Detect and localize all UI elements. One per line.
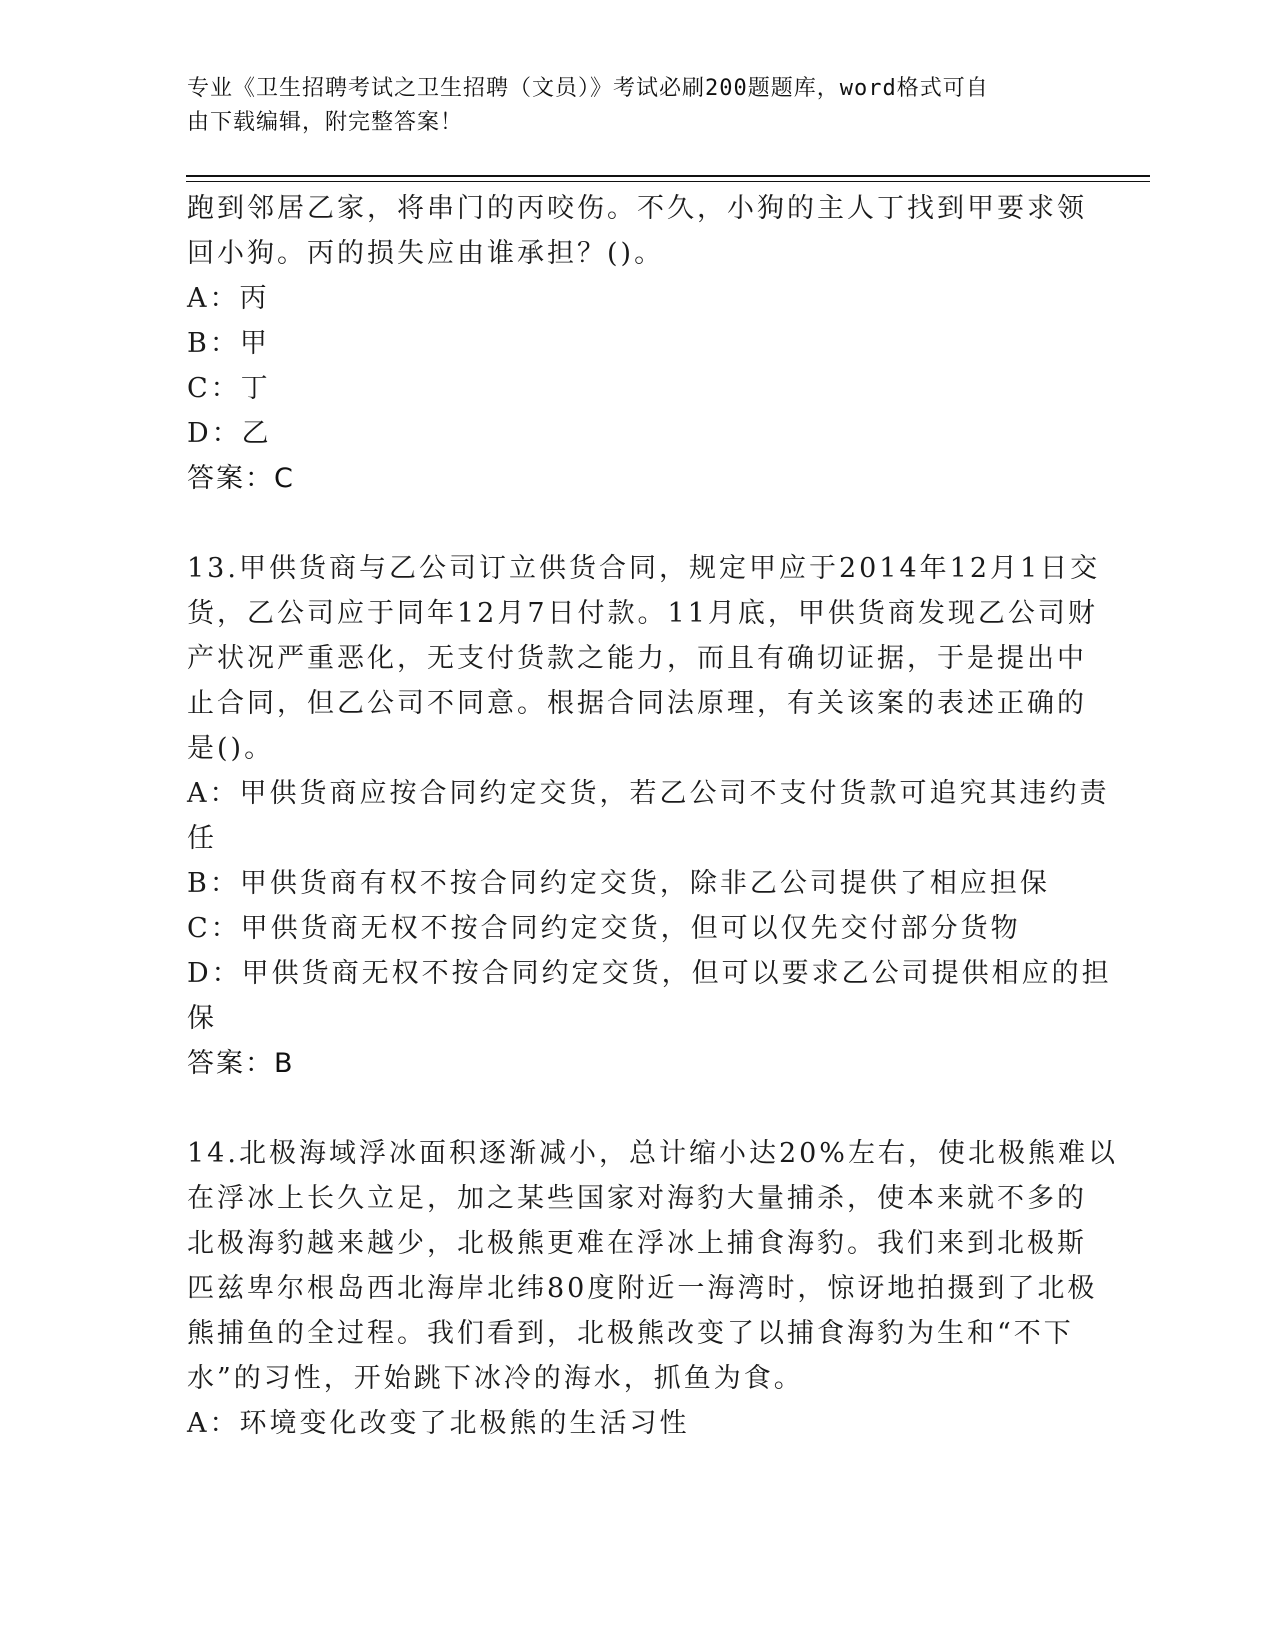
header-rule-thin [186, 181, 1150, 182]
question-stem-line: 熊捕鱼的全过程。我们看到，北极熊改变了以捕食海豹为生和“不下 [187, 1318, 1074, 1349]
option-c: C：丁 [187, 373, 271, 404]
option-b: B：甲供货商有权不按合同约定交货，除非乙公司提供了相应担保 [187, 868, 1050, 899]
question-stem-line: 匹兹卑尔根岛西北海岸北纬80度附近一海湾时，惊讶地拍摄到了北极 [187, 1273, 1098, 1304]
question-13 [187, 546, 1112, 1086]
question-stem-line: 回小狗。丙的损失应由谁承担？()。 [187, 238, 665, 269]
answer-label: 答案：B [187, 1048, 295, 1079]
option-d: D：甲供货商无权不按合同约定交货，但可以要求乙公司提供相应的担 [187, 958, 1112, 989]
option-c: C：甲供货商无权不按合同约定交货，但可以仅先交付部分货物 [187, 913, 1021, 944]
question-stem-line: 在浮冰上长久立足，加之某些国家对海豹大量捕杀，使本来就不多的 [187, 1183, 1087, 1214]
header-rule-thick [186, 175, 1150, 177]
question-stem-line: 产状况严重恶化，无支付货款之能力，而且有确切证据，于是提出中 [187, 643, 1087, 674]
spacer [187, 501, 1077, 546]
document-header [187, 72, 1067, 140]
option-a: A：环境变化改变了北极熊的生活习性 [187, 1408, 690, 1439]
question-stem-line: 跑到邻居乙家，将串门的丙咬伤。不久，小狗的主人丁找到甲要求领 [187, 193, 1087, 224]
question-stem-line: 14.北极海域浮冰面积逐渐减小，总计缩小达20%左右，使北极熊难以 [187, 1138, 1118, 1169]
option-a-continued: 任 [187, 823, 217, 854]
question-stem-line: 13.甲供货商与乙公司订立供货合同，规定甲应于2014年12月1日交 [187, 553, 1101, 584]
option-a: A：甲供货商应按合同约定交货，若乙公司不支付货款可追究其违约责 [187, 778, 1110, 809]
option-a: A：丙 [187, 283, 270, 314]
question-stem-line: 货，乙公司应于同年12月7日付款。11月底，甲供货商发现乙公司财 [187, 598, 1098, 629]
question-12 [187, 186, 1087, 501]
question-stem-line: 水”的习性，开始跳下冰冷的海水，抓鱼为食。 [187, 1363, 804, 1394]
header-line-1: 专业《卫生招聘考试之卫生招聘（文员）》考试必刷200题题库，word格式可自 [187, 76, 989, 101]
question-stem-line: 北极海豹越来越少，北极熊更难在浮冰上捕食海豹。我们来到北极斯 [187, 1228, 1087, 1259]
document-body [187, 186, 1118, 1446]
option-d-continued: 保 [187, 1003, 217, 1034]
option-b: B：甲 [187, 328, 270, 359]
spacer [187, 1086, 1077, 1131]
question-14 [187, 1131, 1118, 1446]
question-stem-line: 止合同，但乙公司不同意。根据合同法原理，有关该案的表述正确的 [187, 688, 1087, 719]
answer-label: 答案：C [187, 463, 295, 494]
question-stem-line: 是()。 [187, 733, 275, 764]
header-line-2: 由下载编辑，附完整答案！ [187, 110, 464, 135]
option-d: D：乙 [187, 418, 272, 449]
